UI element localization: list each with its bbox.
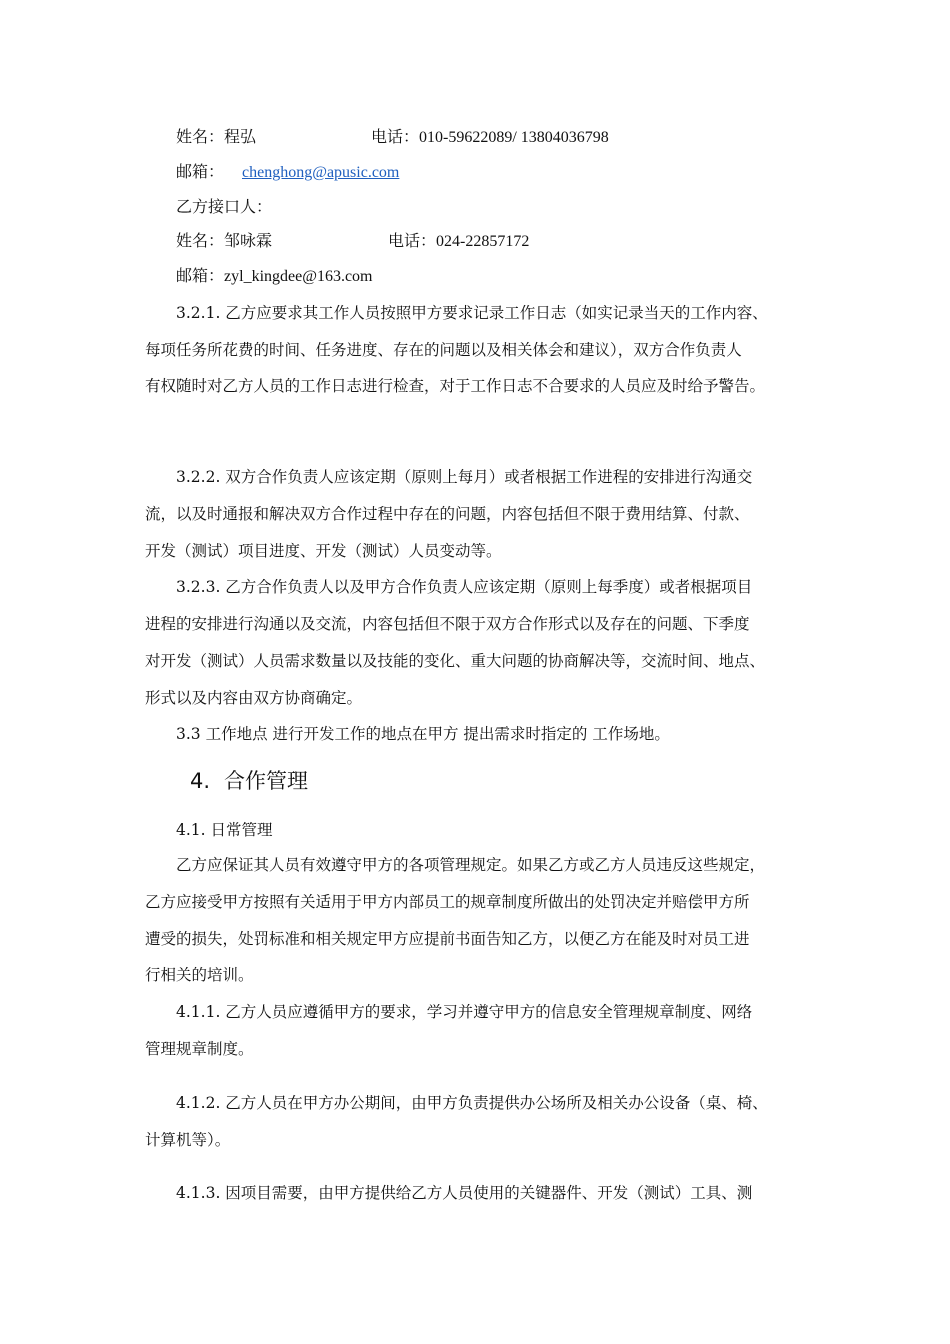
phone-label: 电话： [371, 129, 420, 146]
email-label: 邮箱： [176, 164, 225, 181]
paragraph-line: 3.2.2. 双方合作负责人应该定期（原则上每月）或者根据工作进程的安排进行沟通交 [176, 468, 753, 486]
contact-a-name: 程弘 [224, 129, 257, 146]
paragraph-line: 乙方应接受甲方按照有关适用于甲方内部员工的规章制度所做出的处罚决定并赔偿甲方所 [145, 893, 750, 911]
paragraph-line: 对开发（测试）人员需求数量以及技能的变化、重大问题的协商解决等，交流时间、地点、 [145, 652, 766, 670]
paragraph-line: 3.2.1. 乙方应要求其工作人员按照甲方要求记录工作日志（如实记录当天的工作内容、 [176, 304, 768, 322]
paragraph-line: 每项任务所花费的时间、任务进度、存在的问题以及相关体会和建议），双方合作负责人 [145, 341, 742, 359]
paragraph-line: 3.2.3. 乙方合作负责人以及甲方合作负责人应该定期（原则上每季度）或者根据项目 [176, 578, 753, 596]
section-title: 合作管理 [224, 769, 309, 793]
paragraph-line: 4.1.3. 因项目需要，由甲方提供给乙方人员使用的关键器件、开发（测试）工具、测 [176, 1184, 753, 1202]
paragraph-line: 管理规章制度。 [145, 1040, 254, 1058]
paragraph-line: 行相关的培训。 [145, 966, 254, 984]
paragraph-line: 4.1.2. 乙方人员在甲方办公期间，由甲方负责提供办公场所及相关办公设备（桌、椅、 [176, 1094, 768, 1112]
contact-a-phone: 010-59622089/ 13804036798 [419, 129, 609, 146]
name-label: 姓名： [176, 233, 225, 250]
paragraph-line: 形式以及内容由双方协商确定。 [145, 689, 363, 707]
paragraph-line: 3.3 工作地点 进行开发工作的地点在甲方 提出需求时指定的 工作场地。 [176, 725, 670, 743]
contact-b-name: 邹咏霖 [224, 233, 273, 250]
subsection-title: 4.1. 日常管理 [176, 821, 273, 839]
paragraph-line: 4.1.1. 乙方人员应遵循甲方的要求，学习并遵守甲方的信息安全管理规章制度、网络 [176, 1003, 753, 1021]
email-label: 邮箱： [176, 268, 225, 285]
paragraph-line: 开发（测试）项目进度、开发（测试）人员变动等。 [145, 542, 502, 560]
paragraph-line: 进程的安排进行沟通以及交流，内容包括但不限于双方合作形式以及存在的问题、下季度 [145, 615, 750, 633]
name-label: 姓名： [176, 129, 225, 146]
contact-b-email-row [176, 267, 373, 287]
section-heading [190, 768, 308, 794]
section-number: 4. [190, 769, 211, 793]
contact-b-email: zyl_kingdee@163.com [224, 268, 373, 285]
contact-b-phone: 024-22857172 [436, 233, 530, 250]
contact-a-phone-row [371, 128, 609, 148]
paragraph-line: 遭受的损失，处罚标准和相关规定甲方应提前书面告知乙方，以便乙方在能及时对员工进 [145, 930, 750, 948]
paragraph-line: 有权随时对乙方人员的工作日志进行检查，对于工作日志不合要求的人员应及时给予警告。 [145, 377, 766, 395]
contact-b-name-row [176, 232, 272, 252]
contact-b-phone-row [388, 232, 529, 252]
paragraph-line: 计算机等）。 [145, 1131, 231, 1149]
paragraph-line: 乙方应保证其人员有效遵守甲方的各项管理规定。如果乙方或乙方人员违反这些规定， [176, 856, 766, 874]
contact-a-email-row [176, 163, 399, 183]
phone-label: 电话： [388, 233, 437, 250]
contact-a-email-link[interactable]: chenghong@apusic.com [242, 164, 400, 181]
contact-b-title: 乙方接口人： [176, 199, 273, 216]
contact-a-name-row [176, 128, 256, 148]
paragraph-line: 流，以及时通报和解决双方合作过程中存在的问题，内容包括但不限于费用结算、付款、 [145, 505, 750, 523]
